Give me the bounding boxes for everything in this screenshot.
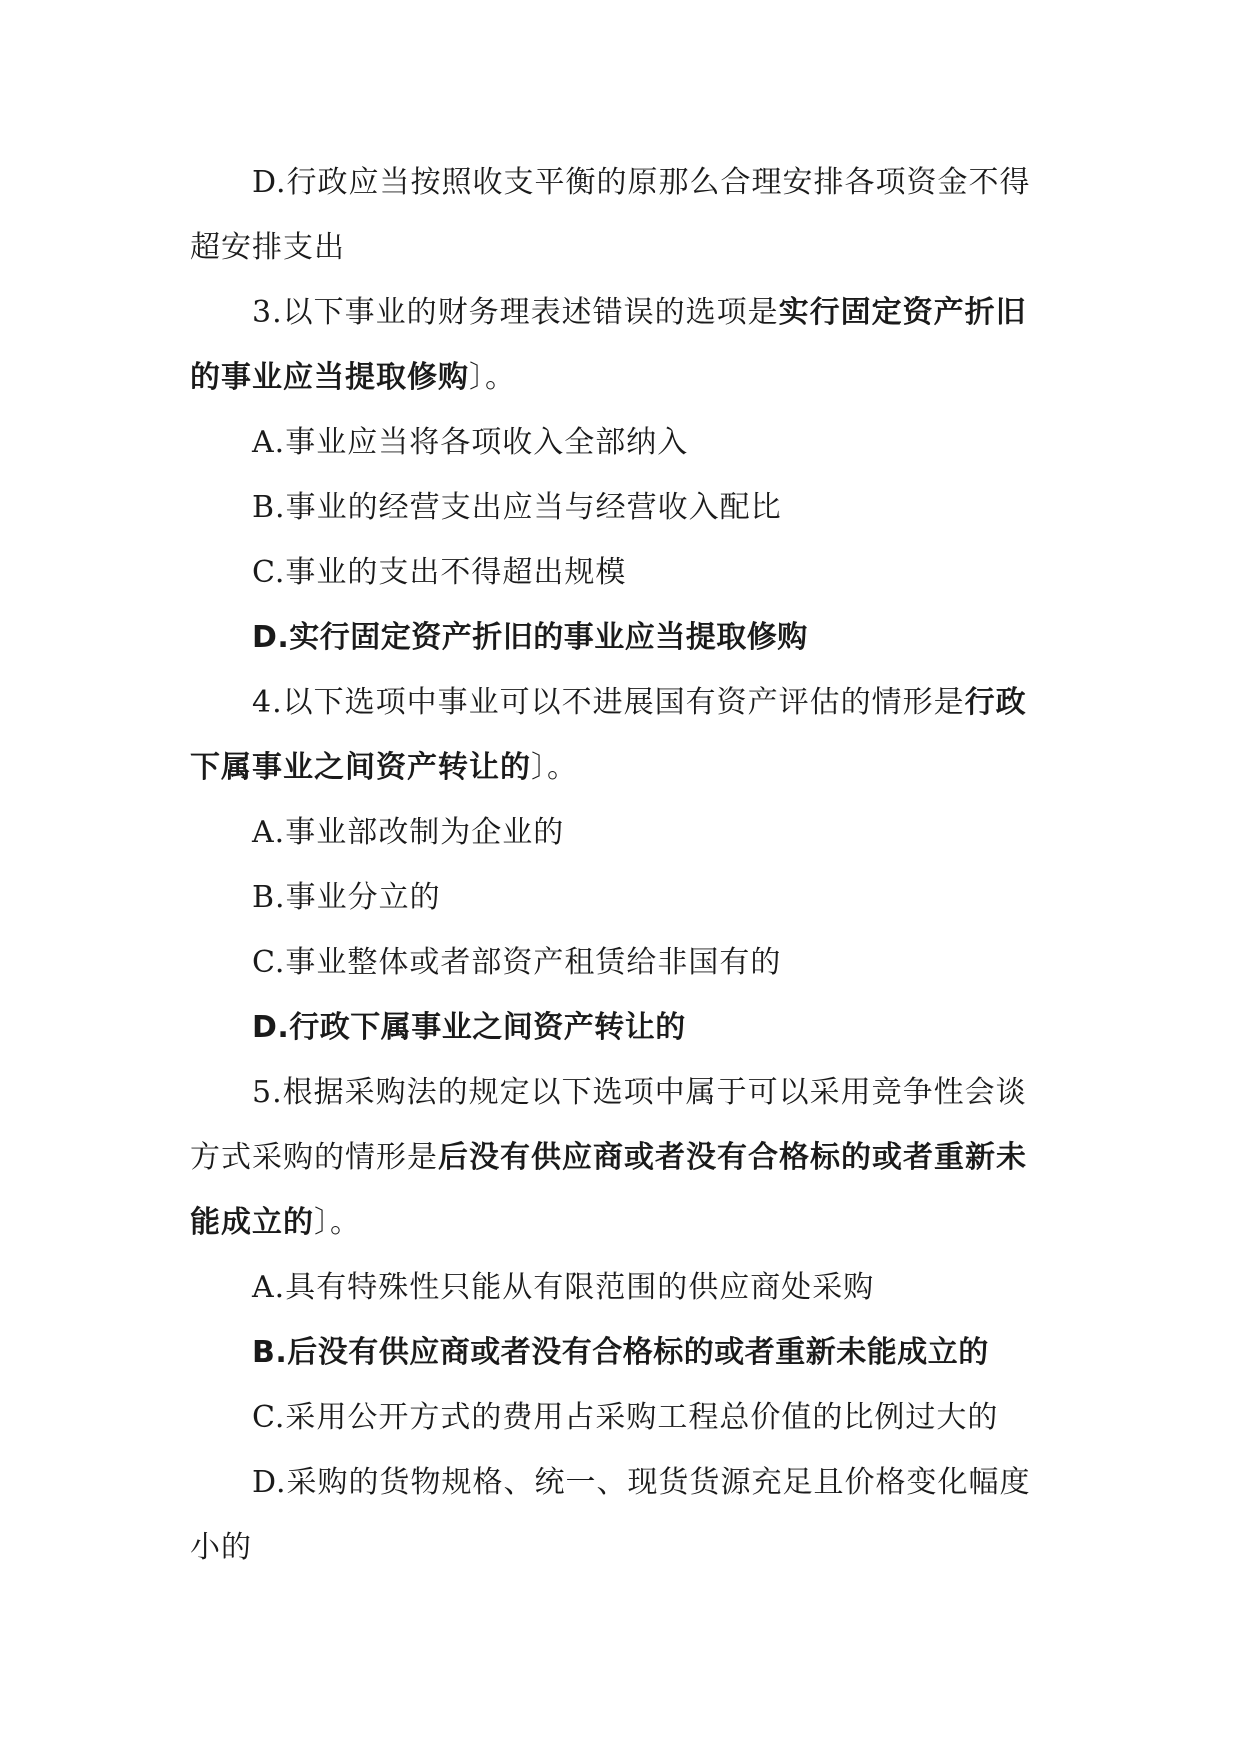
q5-option-d: D.采购的货物规格、统一、现货货源充足且价格变化幅度小的 xyxy=(190,1465,1031,1565)
q4-question xyxy=(190,670,1055,800)
q5-stem: 5.根据采购法的规定以下选项中属于可以采用竞争性会谈方式采购的情形是 xyxy=(190,1075,1027,1175)
q5-close: 〕。 xyxy=(314,1205,361,1240)
q4-option-c: C.事业整体或者部资产租赁给非国有的 xyxy=(252,945,782,980)
q3-stem: 3.以下事业的财务理表述错误的选项是 xyxy=(252,295,779,330)
q3-option-b: B.事业的经营支出应当与经营收入配比 xyxy=(252,490,782,525)
q4-stem: 4.以下选项中事业可以不进展国有资产评估的情形是 xyxy=(252,685,965,720)
q4-option-a: A.事业部改制为企业的 xyxy=(252,815,565,850)
q5-option-a: A.具有特殊性只能从有限范围的供应商处采购 xyxy=(252,1270,875,1305)
q5-option-b: B.后没有供应商或者没有合格标的或者重新未能成立的 xyxy=(252,1335,989,1370)
q4-option-b: B.事业分立的 xyxy=(252,880,441,915)
q5-option-c: C.采用公开方式的费用占采购工程总价值的比例过大的 xyxy=(252,1400,999,1435)
q3-close: 〕。 xyxy=(469,360,516,395)
q3-option-d: D.实行固定资产折旧的事业应当提取修购 xyxy=(252,620,808,655)
document-page xyxy=(190,150,1055,1580)
q3-answer: 实行固定资产折旧的事业应当提取修购 xyxy=(190,295,1027,395)
q4-close: 〕。 xyxy=(531,750,578,785)
q2-option-d: D.行政应当按照收支平衡的原那么合理安排各项资金不得超安排支出 xyxy=(190,165,1031,265)
q4-option-d: D.行政下属事业之间资产转让的 xyxy=(252,1010,686,1045)
q5-question xyxy=(190,1060,1055,1255)
q3-option-a: A.事业应当将各项收入全部纳入 xyxy=(252,425,689,460)
q3-option-c: C.事业的支出不得超出规模 xyxy=(252,555,627,590)
q5-answer: 后没有供应商或者没有合格标的或者重新未能成立的 xyxy=(190,1140,1027,1240)
q3-question xyxy=(190,280,1055,410)
q4-answer: 行政下属事业之间资产转让的 xyxy=(190,685,1027,785)
